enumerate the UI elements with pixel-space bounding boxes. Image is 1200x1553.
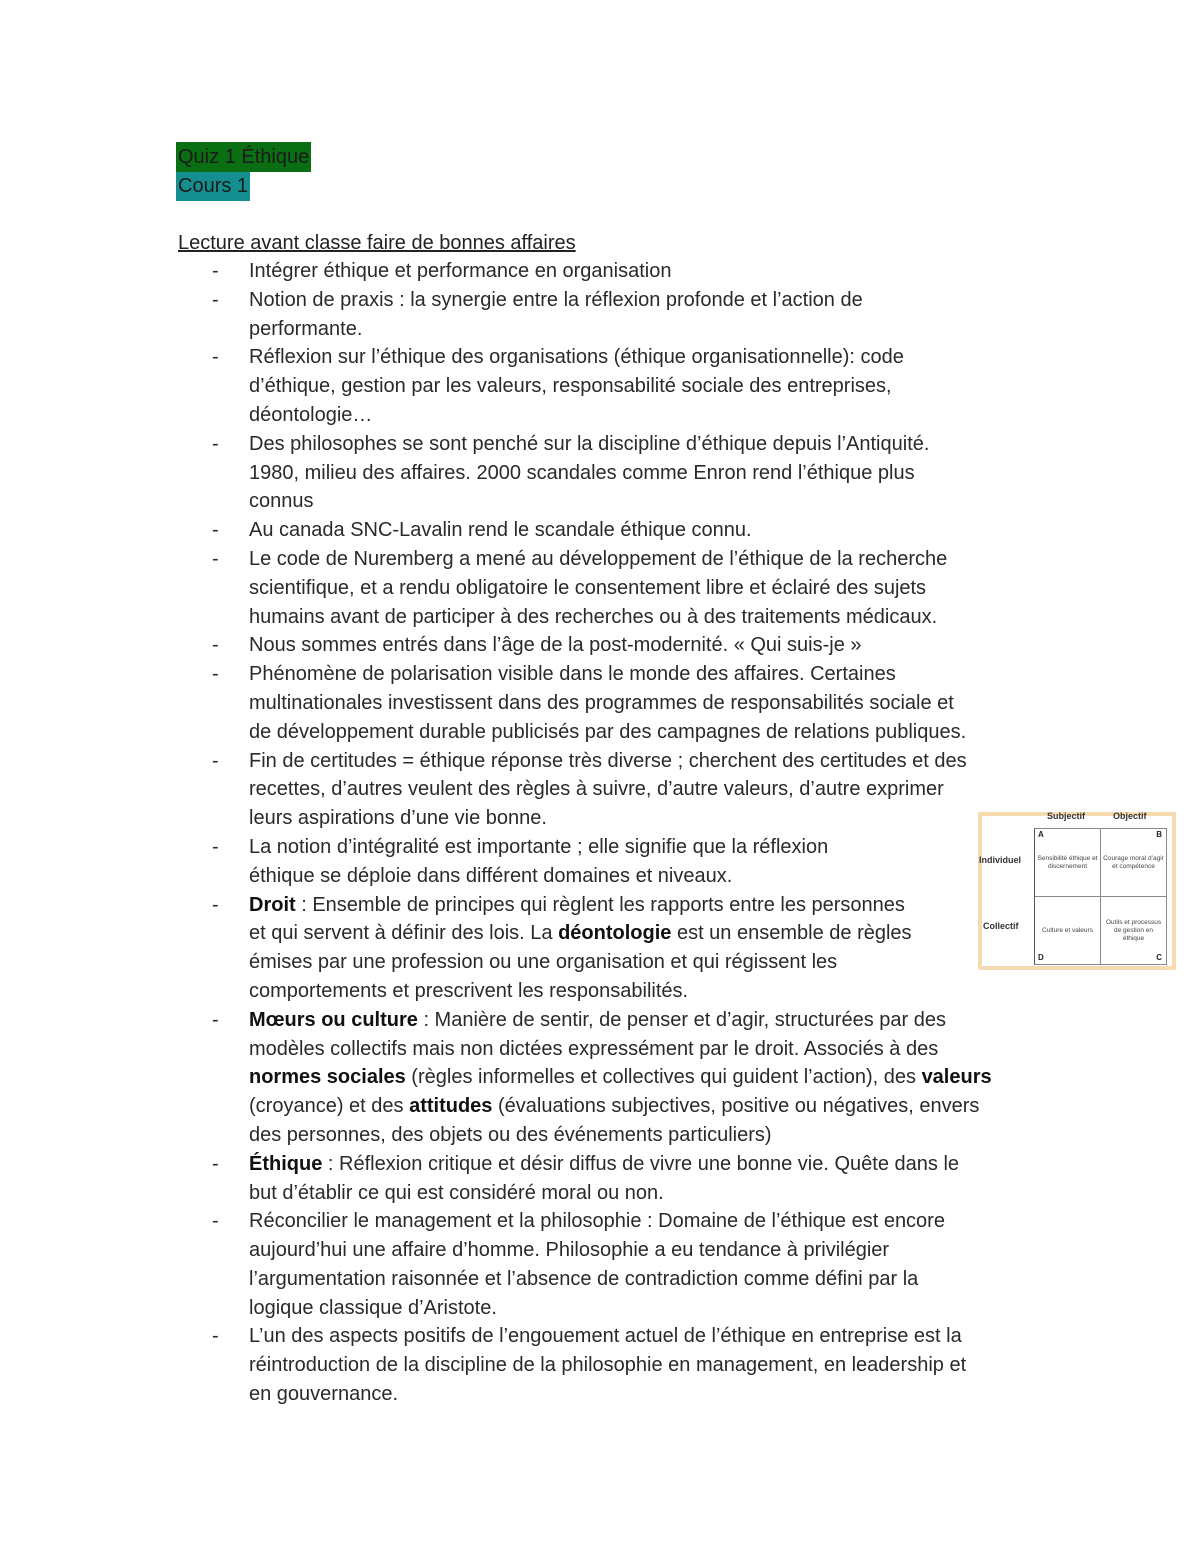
list-item-text [249,631,992,660]
list-item-text [249,430,992,516]
list-item [0,516,992,545]
text-line: Au canada SNC-Lavalin rend le scandale éthique connu. [249,519,752,542]
list-item [0,545,992,631]
text-line: Fin de certitudes = éthique réponse très diverse ; cherchent des certitudes et des [249,749,967,772]
text-segment: (croyance) et des [249,1095,410,1118]
row-label-individual: Individuel [979,855,1022,865]
col-label-objective: Objectif [1113,811,1147,821]
text-segment: (règles informelles et collectives qui guident l’action), des [405,1066,922,1089]
cell-text: Culture et valeurs [1042,926,1093,934]
list-item [0,631,992,660]
list-item [0,833,992,891]
text-line: Intégrer éthique et performance en organisation [249,260,672,282]
text-line [249,894,905,916]
text-segment: : Manière de sentir, de penser et d’agir, structurées par des [417,1008,946,1031]
list-item [0,257,992,286]
cell-letter: D [1038,953,1044,962]
bold-term: Droit [249,893,296,916]
row-label-collective: Collectif [983,921,1019,931]
list-item-text [249,1207,992,1322]
text-segment: : Ensemble de principes qui règlent les rapports entre les personnes [295,893,905,916]
bullet-dash: - [212,893,219,916]
bold-term: déontologie [558,922,672,945]
text-line: comportements et prescrivent les responsabilités. [249,979,689,1002]
bullet-list [0,257,992,1409]
bullet-dash: - [212,1008,219,1031]
list-item-text [249,833,992,891]
list-item [0,747,992,833]
list-item-text [249,516,992,545]
diagram-cell-a [1035,829,1101,897]
text-line [249,1009,946,1031]
ethics-matrix-diagram [977,808,1175,970]
text-line: Réconcilier le management et la philosophie : Domaine de l’éthique est encore [249,1210,945,1233]
list-item [0,430,992,516]
cell-letter: A [1038,830,1044,839]
list-item [0,286,992,344]
bullet-dash: - [212,260,219,282]
bullet-dash: - [212,835,219,858]
text-line: Des philosophes se sont penché sur la discipline d’éthique depuis l’Antiquité. [249,432,930,455]
bullet-dash: - [212,1210,219,1233]
list-item-text [249,1006,992,1150]
list-item-text [249,660,992,746]
list-item-text [249,1322,992,1408]
text-line: leurs aspirations d’une vie bonne. [249,807,547,830]
document-subtitle: Cours 1 [176,172,250,201]
text-line: but d’établir ce qui est considéré moral ou non. [249,1181,664,1204]
bullet-dash: - [212,346,219,369]
bold-term: Mœurs ou culture [249,1008,418,1031]
list-item [0,1322,992,1408]
text-line: humains avant de participer à des recherches ou à des traitements médicaux. [249,605,938,628]
text-line: Réflexion sur l’éthique des organisations (éthique organisationnelle): code [249,346,904,369]
col-label-subjective: Subjectif [1047,811,1086,821]
bullet-dash: - [212,663,219,686]
text-segment: et qui servent à définir des lois. La [249,922,559,945]
bullet-dash: - [212,749,219,772]
list-item [0,891,992,1006]
bullet-dash: - [212,432,219,455]
text-line: La notion d’intégralité est importante ; elle signifie que la réflexion [249,835,829,858]
list-item [0,660,992,746]
text-line: modèles collectifs mais non dictées expressément par le droit. Associés à des [249,1037,939,1060]
diagram-cell-c [1101,897,1167,965]
list-item-text [249,286,992,344]
text-segment: est un ensemble de règles [671,922,912,945]
text-line: déontologie… [249,403,373,426]
diagram-grid [1034,828,1167,965]
text-segment: (évaluations subjectives, positive ou négatives, envers [492,1095,980,1118]
list-item-text [249,257,992,286]
text-line: Nous sommes entrés dans l’âge de la post-modernité. « Qui suis-je » [249,634,862,657]
diagram-cell-d [1035,897,1101,965]
text-line: en gouvernance. [249,1383,399,1406]
text-line: Le code de Nuremberg a mené au développement de l’éthique de la recherche [249,547,948,570]
text-line: performante. [249,317,363,340]
document-title: Quiz 1 Éthique [176,142,311,172]
bold-term: attitudes [409,1095,493,1118]
list-item-text [249,747,992,833]
list-item [0,1207,992,1322]
text-line: scientifique, et a rendu obligatoire le consentement libre et éclairé des sujets [249,576,927,599]
list-item [0,1150,992,1208]
text-line [249,1066,992,1088]
text-line: recettes, d’autres veulent des règles à suivre, d’autre valeurs, d’autre exprimer [249,778,944,801]
text-line: émises par une profession ou une organisation et qui régissent les [249,951,838,974]
bullet-dash: - [212,547,219,570]
list-item-text [249,1150,992,1208]
text-line: d’éthique, gestion par les valeurs, responsabilité sociale des entreprises, [249,375,892,398]
cell-text: Courage moral d’agir et compétence [1103,854,1164,870]
list-item-text [249,545,992,631]
text-line [249,1095,979,1117]
list-item [0,1006,992,1150]
bullet-dash: - [212,519,219,542]
text-line: éthique se déploie dans différent domaines et niveaux. [249,864,733,887]
text-line: L’un des aspects positifs de l’engouement actuel de l’éthique en entreprise est la [249,1325,962,1348]
text-line: aujourd’hui une affaire d’homme. Philosophie a eu tendance à privilégier [249,1239,890,1262]
list-item-text [249,343,992,429]
text-line: Phénomène de polarisation visible dans le monde des affaires. Certaines [249,663,896,686]
list-item [0,343,992,429]
text-segment: : Réflexion critique et désir diffus de vivre une bonne vie. Quête dans le [322,1152,960,1175]
bold-term: Éthique [249,1152,323,1175]
text-line: 1980, milieu des affaires. 2000 scandales comme Enron rend l’éthique plus [249,461,915,484]
text-line: de développement durable publicisés par des campagnes de relations publiques. [249,720,967,743]
list-item-text [249,891,992,1006]
text-line: Notion de praxis : la synergie entre la réflexion profonde et l’action de [249,288,863,311]
cell-text: Sensibilité éthique et discernement [1037,854,1098,870]
cell-text: Outils et processus de gestion en éthique [1105,918,1162,942]
bullet-dash: - [212,1325,219,1348]
text-line: réintroduction de la discipline de la philosophie en management, en leadership et [249,1354,967,1377]
text-line: connus [249,490,314,513]
diagram-cell-b [1101,829,1167,897]
bold-term: normes sociales [249,1066,406,1089]
bullet-dash: - [212,1152,219,1175]
cell-letter: C [1156,953,1162,962]
bullet-dash: - [212,634,219,657]
cell-letter: B [1156,830,1162,839]
text-line: l’argumentation raisonnée et l’absence de contradiction comme défini par la [249,1267,919,1290]
text-line: des personnes, des objets ou des événements particuliers) [249,1123,772,1146]
text-line [249,922,912,944]
text-line: logique classique d’Aristote. [249,1296,497,1319]
text-line: multinationales investissent dans des programmes de responsabilités sociale et [249,691,954,714]
bold-term: valeurs [921,1066,992,1089]
section-heading: Lecture avant classe faire de bonnes affaires [178,232,576,254]
bullet-dash: - [212,288,219,311]
text-line [249,1153,959,1175]
